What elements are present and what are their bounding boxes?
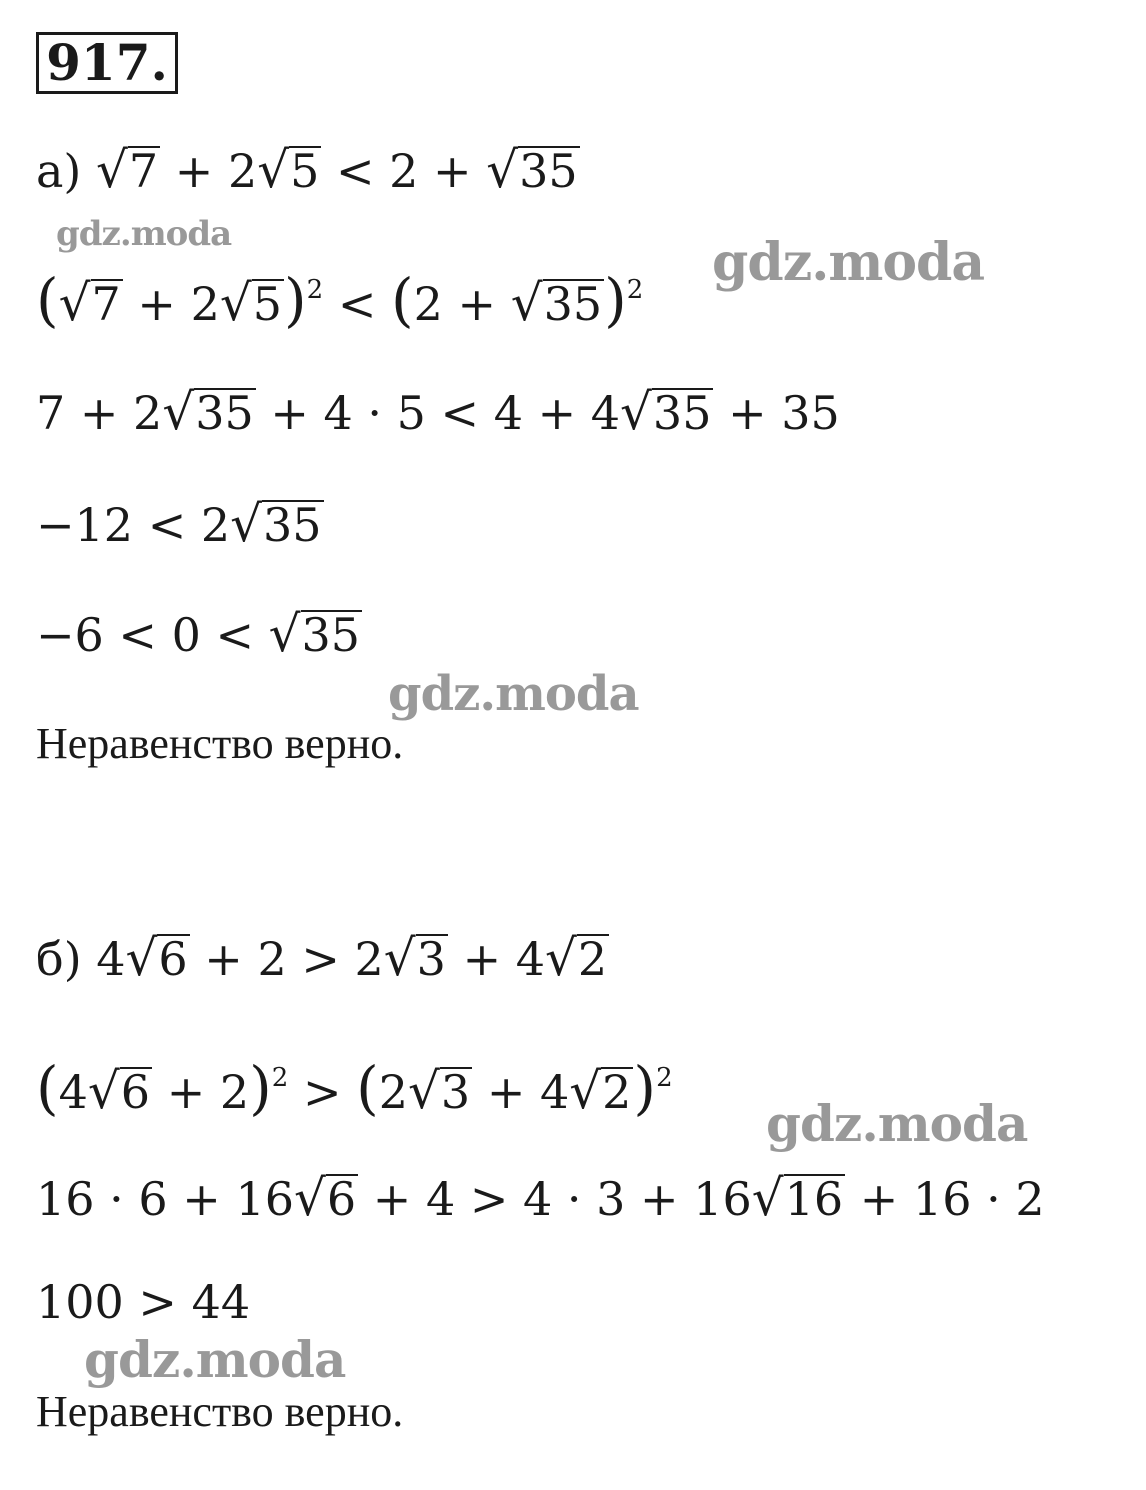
watermark: gdz.moda <box>56 214 232 254</box>
part-b-final: 100 > 44 <box>36 1275 251 1329</box>
part-b-label: б) <box>36 932 82 986</box>
watermark: gdz.moda <box>766 1094 1028 1153</box>
part-b-expanded: 16 · 6 + 16√6 + 4 > 4 · 3 + 16√16 + 16 · 2 <box>36 1169 1045 1227</box>
part-b-squared: $(4√6 + 2)^2 > (2√3 + 4√2)^2$ <box>36 1054 673 1122</box>
part-a-final: −6 < 0 < √35 <box>36 605 361 663</box>
problem-number: 917. <box>36 32 178 94</box>
watermark: gdz.moda <box>712 232 985 293</box>
part-b-statement: б) 4√6 + 2 > 2√3 + 4√2 <box>36 929 608 987</box>
part-a-squared: $(√7 + 2√5)^2 < (2 + √35)^2$ <box>36 266 644 334</box>
part-b-conclusion: Неравенство верно. <box>36 1387 404 1436</box>
watermark: gdz.moda <box>388 666 639 722</box>
part-a-label: а) <box>36 144 82 198</box>
part-a-expanded: 7 + 2√35 + 4 · 5 < 4 + 4√35 + 35 <box>36 383 840 441</box>
part-a-statement: а) √7 + 2√5 < 2 + √35 <box>36 141 578 199</box>
watermark: gdz.moda <box>84 1330 346 1389</box>
part-a-conclusion: Неравенство верно. <box>36 719 404 768</box>
part-a-simplified: −12 < 2√35 <box>36 495 322 553</box>
